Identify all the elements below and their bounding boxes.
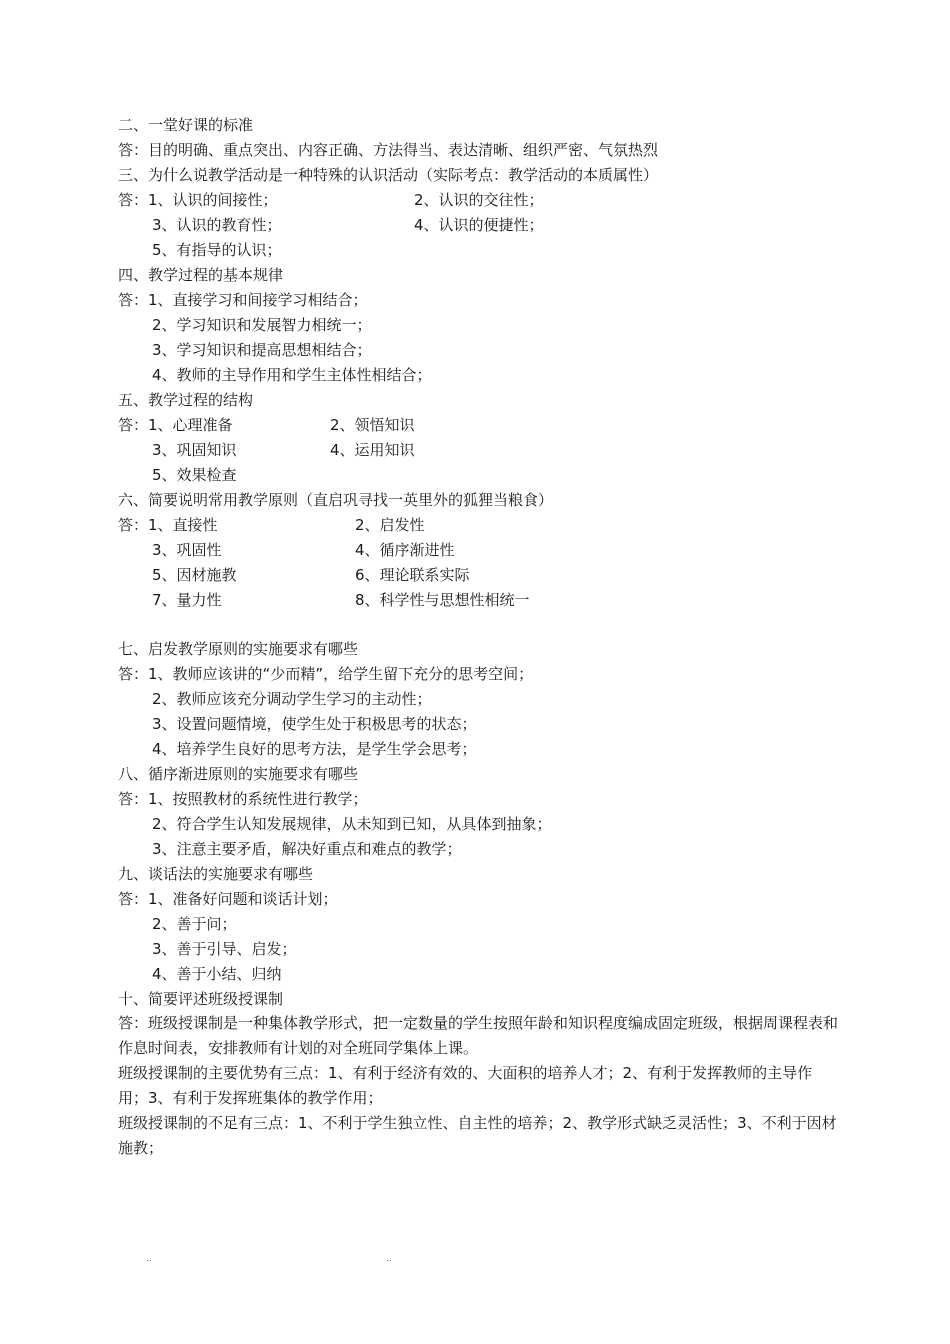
- list-item: 2、善于问；: [152, 915, 237, 933]
- section-6-row-4: [118, 588, 838, 613]
- list-item: 2、认识的交往性；: [414, 191, 544, 209]
- list-item: 3、善于引导、启发；: [152, 940, 297, 958]
- list-item: 答：1、直接性: [118, 516, 218, 534]
- section-8-title: 八、循序渐进原则的实施要求有哪些: [118, 765, 359, 783]
- section-5-row-1: [118, 413, 838, 438]
- list-item: 5、有指导的认识；: [152, 241, 282, 259]
- paragraph: 答：班级授课制是一种集体教学形式，把一定数量的学生按照年龄和知识程度编成固定班级，根据周课程表和作息时间表，安排教师有计划的对全班同学集体上课。: [118, 1014, 838, 1057]
- list-item: 5、因材施教: [152, 566, 237, 584]
- list-item: 4、认识的便捷性；: [414, 216, 544, 234]
- list-item: 2、教师应该充分调动学生学习的主动性；: [152, 690, 432, 708]
- list-item: 3、学习知识和提高思想相结合；: [152, 341, 372, 359]
- list-item: 2、启发性: [355, 516, 425, 534]
- section-5-row-3: [118, 463, 838, 488]
- section-6-row-2: [118, 538, 838, 563]
- list-item: 答：1、认识的间接性；: [118, 191, 278, 209]
- list-item: 4、教师的主导作用和学生主体性相结合；: [152, 366, 432, 384]
- list-item: 4、培养学生良好的思考方法，是学生学会思考；: [152, 740, 477, 758]
- list-item: 答：1、教师应该讲的“少而精”，给学生留下充分的思考空间；: [118, 665, 534, 683]
- footer-mark-center: ..: [386, 1254, 392, 1264]
- section-2-answer: 答：目的明确、重点突出、内容正确、方法得当、表达清晰、组织严密、气氛热烈: [118, 141, 659, 159]
- section-3-title: 三、为什么说教学活动是一种特殊的认识活动（实际考点：教学活动的本质属性）: [118, 166, 659, 184]
- paragraph: 班级授课制的不足有三点：1、不利于学生独立性、自主性的培养；2、教学形式缺乏灵活性；3、不利于因材施教；: [118, 1114, 837, 1157]
- section-3-row-1: [118, 188, 838, 213]
- list-item: 4、循序渐进性: [355, 541, 455, 559]
- footer-mark-left: ..: [146, 1254, 152, 1264]
- section-4-title: 四、教学过程的基本规律: [118, 266, 284, 284]
- list-item: 3、设置问题情境，使学生处于积极思考的状态；: [152, 715, 477, 733]
- list-item: 答：1、直接学习和间接学习相结合；: [118, 291, 368, 309]
- list-item: 3、巩固性: [152, 541, 222, 559]
- section-6-row-1: [118, 513, 838, 538]
- section-3-row-3: [118, 238, 838, 263]
- section-6-title: 六、简要说明常用教学原则（直启巩寻找一英里外的狐狸当粮食）: [118, 491, 554, 509]
- list-item: 3、注意主要矛盾，解决好重点和难点的教学；: [152, 840, 462, 858]
- list-item: 3、认识的教育性；: [152, 216, 282, 234]
- section-6-row-3: [118, 563, 838, 588]
- list-item: 2、符合学生认知发展规律，从未知到已知，从具体到抽象；: [152, 815, 552, 833]
- list-item: 8、科学性与思想性相统一: [355, 591, 530, 609]
- section-10-title: 十、简要评述班级授课制: [118, 990, 284, 1008]
- list-item: 6、理论联系实际: [355, 566, 470, 584]
- section-3-row-2: [118, 213, 838, 238]
- list-item: 2、学习知识和发展智力相统一；: [152, 316, 372, 334]
- list-item: 4、运用知识: [330, 441, 415, 459]
- list-item: 答：1、心理准备: [118, 416, 233, 434]
- list-item: 5、效果检查: [152, 466, 237, 484]
- list-item: 7、量力性: [152, 591, 222, 609]
- list-item: 答：1、按照教材的系统性进行教学；: [118, 790, 368, 808]
- section-5-title: 五、教学过程的结构: [118, 391, 254, 409]
- section-5-row-2: [118, 438, 838, 463]
- list-item: 2、领悟知识: [330, 416, 415, 434]
- section-9-title: 九、谈话法的实施要求有哪些: [118, 865, 314, 883]
- section-2-title: 二、一堂好课的标准: [118, 116, 254, 134]
- list-item: 答：1、准备好问题和谈话计划；: [118, 890, 338, 908]
- list-item: 3、巩固知识: [152, 441, 237, 459]
- paragraph: 班级授课制的主要优势有三点：1、有利于经济有效的、大面积的培养人才；2、有利于发挥教师的主导作用；3、有利于发挥班集体的教学作用；: [118, 1064, 813, 1107]
- list-item: 4、善于小结、归纳: [152, 965, 282, 983]
- section-7-title: 七、启发教学原则的实施要求有哪些: [118, 640, 359, 658]
